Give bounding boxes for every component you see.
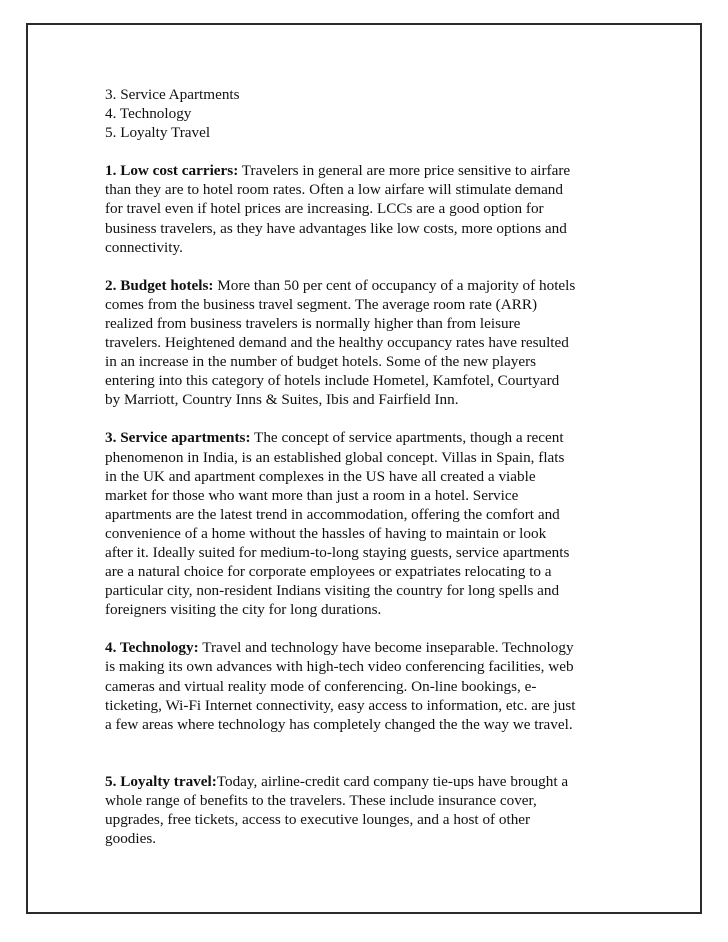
paragraph-line: a few areas where technology has completely changed the the way we travel. <box>105 715 573 733</box>
section-low-cost-carriers <box>105 161 625 256</box>
topic-list <box>105 85 625 142</box>
paragraph-line: market for those who want more than just a room in a hotel. Service <box>105 486 519 504</box>
paragraph-line: connectivity. <box>105 238 183 256</box>
paragraph-line: phenomenon in India, is an established global concept. Villas in Spain, flats <box>105 448 565 466</box>
paragraph-line: are a natural choice for corporate employees or expatriates relocating to a <box>105 563 552 581</box>
section-loyalty-travel <box>105 772 625 848</box>
paragraph-line: comes from the business travel segment. The average room rate (ARR) <box>105 295 538 313</box>
paragraph-line: convenience of a home without the hassles of having to maintain or look <box>105 524 547 542</box>
paragraph-line: Travel and technology have become inseparable. Technology <box>198 639 574 657</box>
paragraph-line: business travelers, as they have advantages like low costs, more options and <box>105 219 567 237</box>
paragraph-line: whole range of benefits to the travelers. These include insurance cover, <box>105 791 537 809</box>
section-heading: 3. Service apartments: <box>105 429 251 447</box>
paragraph-line: cameras and virtual reality mode of conferencing. On-line bookings, e- <box>105 677 537 695</box>
paragraph-line: The concept of service apartments, though a recent <box>250 429 564 447</box>
paragraph-line: realized from business travelers is normally higher than from leisure <box>105 314 521 332</box>
list-item: 4. Technology <box>105 105 192 123</box>
list-item: 5. Loyalty Travel <box>105 124 211 142</box>
section-heading: 1. Low cost carriers: <box>105 162 239 180</box>
paragraph-line: Today, airline-credit card company tie-ups have brought a <box>216 772 569 790</box>
paragraph-line: in an increase in the number of budget hotels. Some of the new players <box>105 353 537 371</box>
paragraph-line: apartments are the latest trend in accommodation, offering the comfort and <box>105 505 560 523</box>
paragraph-line: entering into this category of hotels include Hometel, Kamfotel, Courtyard <box>105 372 560 390</box>
section-heading: 2. Budget hotels: <box>105 276 214 294</box>
document-body <box>105 85 625 848</box>
paragraph-line: for travel even if hotel prices are increasing. LCCs are a good option for <box>105 200 544 218</box>
section-heading: 5. Loyalty travel: <box>105 772 217 790</box>
paragraph-line: upgrades, free tickets, access to executive lounges, and a host of other <box>105 811 531 828</box>
paragraph-line: More than 50 per cent of occupancy of a majority of hotels <box>213 276 576 294</box>
paragraph-line: after it. Ideally suited for medium-to-long staying guests, service apartments <box>105 543 570 561</box>
paragraph-line: Travelers in general are more price sensitive to airfare <box>238 162 571 180</box>
paragraph-line: is making its own advances with high-tech video conferencing facilities, web <box>105 658 574 676</box>
section-budget-hotels <box>105 276 625 410</box>
paragraph-line: by Marriott, Country Inns & Suites, Ibis and Fairfield Inn. <box>105 391 459 409</box>
section-service-apartments <box>105 428 625 619</box>
paragraph-line: particular city, non-resident Indians visiting the country for long spells and <box>105 582 560 600</box>
section-technology <box>105 638 625 733</box>
section-heading: 4. Technology: <box>105 639 199 657</box>
paragraph-line: foreigners visiting the city for long durations. <box>105 601 382 619</box>
paragraph-line: travelers. Heightened demand and the healthy occupancy rates have resulted <box>105 334 569 352</box>
list-item: 3. Service Apartments <box>105 86 240 103</box>
paragraph-line: ticketing, Wi-Fi Internet connectivity, easy access to information, etc. are just <box>105 696 576 714</box>
paragraph-line: goodies. <box>105 830 157 848</box>
paragraph-line: in the UK and apartment complexes in the US have all created a viable <box>105 467 536 485</box>
paragraph-line: than they are to hotel room rates. Often a low airfare will stimulate demand <box>105 181 563 199</box>
